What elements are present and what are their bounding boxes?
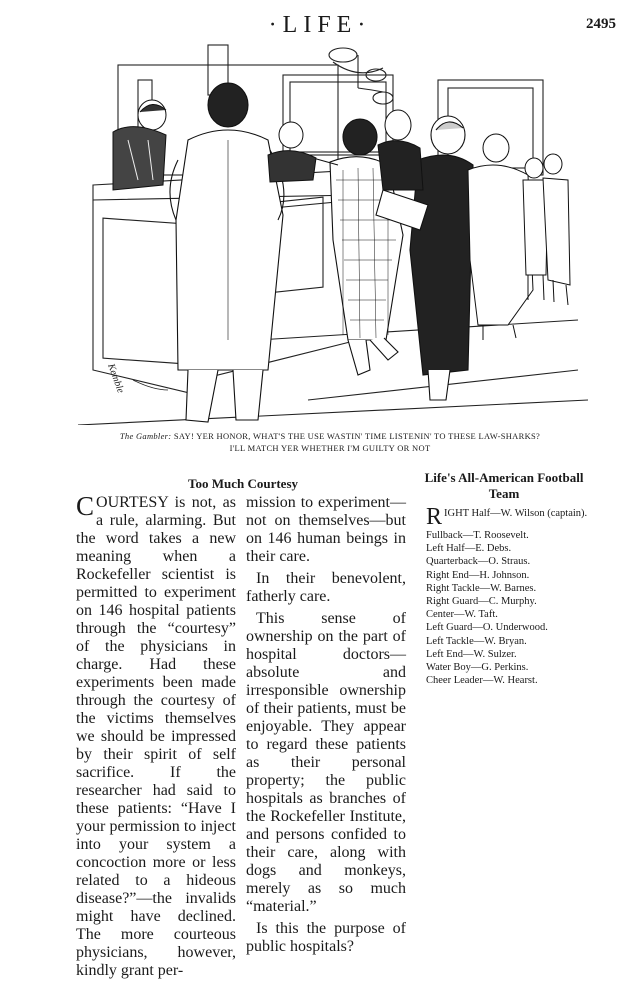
article-paragraph-1: OURTESY is not, as a rule, alarming. But the word takes a new meaning when a Rockefeller scientist is permitted to experiment on 146 hospital patients through the “courtesy” of the physicians in charge. Had these experiments been made through the courtesy of the victims themselves we should be impressed by their spirit of self sacrifice. If the researcher had said to these patients: “Have I your permission to inject into your system a concoction more or less related to a hideous disease?”—the invalids might have declined. The more courteous physicians, however, kindly grant per- bbox=[76, 494, 236, 979]
article-paragraph-1-continued: mission to experiment—not on themselves—but on 146 human beings in their care. bbox=[246, 494, 406, 565]
article-paragraph-4: Is this the purpose of public hospitals? bbox=[246, 920, 406, 955]
roster-row: Left Guard—O. Underwood. bbox=[426, 622, 548, 634]
team-title: Life's All-American Football Team bbox=[424, 470, 584, 501]
courtroom-illustration bbox=[58, 40, 588, 425]
article-paragraph-2: In their benevolent, fatherly care. bbox=[246, 570, 406, 605]
roster-drop-cap: R bbox=[426, 504, 443, 530]
article-column-2 bbox=[246, 494, 406, 960]
magazine-title: ·LIFE· bbox=[268, 12, 372, 38]
article-paragraph-3: This sense of ownership on the part of hospital doctors—absolute and irresponsible ownership of their patients, must be enjoyable. They appear to regard these patients as their personal property; the public hospitals as branches of the Rockefeller Institute, and persons confided to their care, along with dogs and monkeys, merely as so much “material.” bbox=[246, 610, 406, 915]
page-number: 2495 bbox=[586, 16, 616, 32]
artist-signature: Kemble bbox=[105, 362, 126, 395]
roster-row: Cheer Leader—W. Hearst. bbox=[426, 675, 538, 687]
illustration-caption bbox=[60, 430, 600, 454]
roster-row: Center—W. Taft. bbox=[426, 609, 498, 621]
roster-row: Left Half—E. Debs. bbox=[426, 543, 512, 555]
article-column-1 bbox=[76, 491, 236, 984]
roster-row: Water Boy—G. Perkins. bbox=[426, 662, 529, 674]
caption-line-2: I'LL MATCH YER WHETHER I'M GUILTY OR NOT bbox=[229, 443, 431, 453]
roster-row: Right Tackle—W. Barnes. bbox=[426, 582, 537, 594]
article-title: Too Much Courtesy bbox=[187, 476, 299, 491]
roster-row: Quarterback—O. Straus. bbox=[426, 556, 531, 568]
team-roster bbox=[426, 504, 592, 687]
roster-row: Left End—W. Sulzer. bbox=[426, 648, 517, 660]
drop-cap: C bbox=[76, 491, 95, 521]
roster-row: Right Guard—C. Murphy. bbox=[426, 596, 537, 608]
roster-row: Left Tackle—W. Bryan. bbox=[426, 635, 527, 647]
masthead bbox=[0, 10, 640, 40]
caption-speaker: The Gambler: bbox=[119, 431, 172, 441]
roster-captain-text: IGHT Half—W. Wilson (captain). bbox=[444, 508, 588, 519]
roster-row: Right End—H. Johnson. bbox=[426, 569, 530, 581]
roster-row: Fullback—T. Roosevelt. bbox=[426, 530, 529, 541]
roster-row-captain bbox=[426, 504, 592, 530]
caption-line-1: SAY! YER HONOR, WHAT'S THE USE WASTIN' TIME LISTENIN' TO THESE LAW-SHARKS? bbox=[173, 431, 541, 441]
